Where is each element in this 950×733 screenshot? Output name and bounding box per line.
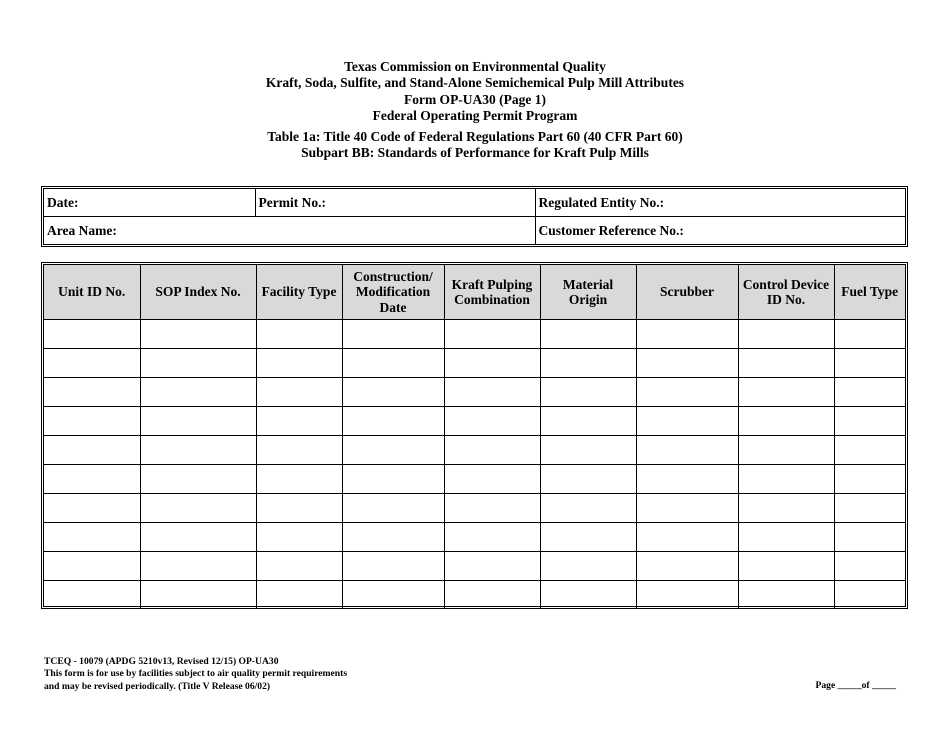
table-cell[interactable] <box>342 378 444 407</box>
table-cell[interactable] <box>636 581 738 610</box>
column-header-line: Facility Type <box>261 284 337 300</box>
table-cell[interactable] <box>140 465 256 494</box>
form-footer <box>44 656 347 693</box>
column-header-line: Unit ID No. <box>58 284 126 300</box>
table-cell[interactable] <box>342 349 444 378</box>
table-cell[interactable] <box>444 349 540 378</box>
column-header-line: Control Device <box>742 276 830 292</box>
table-cell[interactable] <box>540 378 636 407</box>
table-row <box>44 552 905 581</box>
page-number: Page _____of _____ <box>815 680 896 691</box>
table-cell[interactable] <box>540 581 636 610</box>
column-header-line: Material <box>562 276 614 292</box>
table-cell[interactable] <box>140 581 256 610</box>
table-cell[interactable] <box>636 320 738 349</box>
table-cell[interactable] <box>256 320 342 349</box>
form-number: Form OP-UA30 (Page 1) <box>403 91 547 107</box>
table-cell[interactable] <box>444 378 540 407</box>
table-cell[interactable] <box>44 320 140 349</box>
table-cell[interactable] <box>342 407 444 436</box>
table-cell[interactable] <box>444 581 540 610</box>
table-cell[interactable] <box>44 523 140 552</box>
table-cell[interactable] <box>636 552 738 581</box>
table-cell[interactable] <box>140 436 256 465</box>
table-title: Table 1a: Title 40 Code of Federal Regulations Part 60 (40 CFR Part 60) <box>267 129 683 145</box>
table-cell[interactable] <box>256 494 342 523</box>
table-cell[interactable] <box>44 436 140 465</box>
table-cell[interactable] <box>540 407 636 436</box>
table-cell[interactable] <box>140 523 256 552</box>
table-cell[interactable] <box>444 552 540 581</box>
table-cell[interactable] <box>834 552 905 581</box>
info-row-2 <box>44 217 905 245</box>
table-cell[interactable] <box>738 407 834 436</box>
column-header-line: Construction/ <box>353 268 433 284</box>
table-cell[interactable] <box>44 581 140 610</box>
customer-reference-field[interactable]: Customer Reference No.: <box>535 217 905 245</box>
table-cell[interactable] <box>140 378 256 407</box>
form-revision: TCEQ - 10079 (APDG 5210v13, Revised 12/15) OP-UA30 <box>44 656 279 667</box>
table-cell[interactable] <box>444 407 540 436</box>
table-cell[interactable] <box>540 465 636 494</box>
form-subject-title: Kraft, Soda, Sulfite, and Stand-Alone Semichemical Pulp Mill Attributes <box>265 75 685 91</box>
table-cell[interactable] <box>444 523 540 552</box>
table-cell[interactable] <box>444 320 540 349</box>
table-cell[interactable] <box>44 552 140 581</box>
form-usage-note: This form is for use by facilities subject to air quality permit requirements <box>44 668 348 680</box>
table-cell[interactable] <box>256 465 342 494</box>
table-row <box>44 349 905 378</box>
table-header-row <box>44 265 905 320</box>
column-header-line: ID No. <box>766 292 806 307</box>
table-cell[interactable] <box>834 494 905 523</box>
permit-number-field[interactable]: Permit No.: <box>255 189 535 217</box>
table-cell[interactable] <box>636 349 738 378</box>
table-cell[interactable] <box>738 494 834 523</box>
column-header-line: Fuel Type <box>841 284 899 300</box>
table-cell[interactable] <box>540 320 636 349</box>
table-cell[interactable] <box>44 378 140 407</box>
table-cell[interactable] <box>738 465 834 494</box>
info-row-1 <box>44 189 905 217</box>
table-cell[interactable] <box>342 523 444 552</box>
table-cell[interactable] <box>738 349 834 378</box>
table-row <box>44 407 905 436</box>
table-cell[interactable] <box>540 494 636 523</box>
table-row <box>44 436 905 465</box>
table-cell[interactable] <box>738 552 834 581</box>
table-row <box>44 465 905 494</box>
column-header-line: SOP Index No. <box>155 284 241 300</box>
table-cell[interactable] <box>540 349 636 378</box>
regulated-entity-field[interactable]: Regulated Entity No.: <box>535 189 905 217</box>
column-header <box>636 265 738 320</box>
table-row <box>44 494 905 523</box>
table-cell[interactable] <box>342 320 444 349</box>
table-cell[interactable] <box>834 581 905 610</box>
column-header <box>738 265 834 320</box>
table-cell[interactable] <box>256 552 342 581</box>
table-cell[interactable] <box>834 523 905 552</box>
table-cell[interactable] <box>738 320 834 349</box>
table-cell[interactable] <box>140 552 256 581</box>
column-header <box>834 265 905 320</box>
table-cell[interactable] <box>342 581 444 610</box>
date-field[interactable]: Date: <box>44 189 255 217</box>
subpart-title: Subpart BB: Standards of Performance for Kraft Pulp Mills <box>301 145 649 161</box>
program-title: Federal Operating Permit Program <box>372 107 578 123</box>
column-header-line: Kraft Pulping <box>451 276 533 292</box>
table-cell[interactable] <box>636 436 738 465</box>
table-cell[interactable] <box>834 349 905 378</box>
form-revision-note: and may be revised periodically. (Title V Release 06/02) <box>44 680 271 692</box>
table-row <box>44 523 905 552</box>
table-cell[interactable] <box>140 349 256 378</box>
table-cell[interactable] <box>342 465 444 494</box>
table-cell[interactable] <box>140 407 256 436</box>
table-cell[interactable] <box>256 407 342 436</box>
form-header <box>0 59 950 162</box>
table-cell[interactable] <box>738 581 834 610</box>
table-cell[interactable] <box>44 349 140 378</box>
table-cell[interactable] <box>256 436 342 465</box>
table-cell[interactable] <box>636 465 738 494</box>
table-body <box>44 320 905 610</box>
table-cell[interactable] <box>256 349 342 378</box>
table-cell[interactable] <box>140 494 256 523</box>
table-cell[interactable] <box>342 552 444 581</box>
table-cell[interactable] <box>342 494 444 523</box>
table-cell[interactable] <box>256 581 342 610</box>
info-table <box>44 189 905 244</box>
column-header <box>140 265 256 320</box>
table-cell[interactable] <box>738 378 834 407</box>
column-header <box>44 265 140 320</box>
column-header-line: Origin <box>568 292 608 307</box>
table-cell[interactable] <box>636 523 738 552</box>
column-header <box>444 265 540 320</box>
table-cell[interactable] <box>738 523 834 552</box>
table-row <box>44 581 905 610</box>
area-name-field[interactable]: Area Name: <box>44 217 535 245</box>
table-cell[interactable] <box>540 436 636 465</box>
table-cell[interactable] <box>834 436 905 465</box>
table-cell[interactable] <box>636 494 738 523</box>
column-header-line: Combination <box>454 292 530 307</box>
table-cell[interactable] <box>540 523 636 552</box>
column-header-line: Date <box>379 299 407 315</box>
table-cell[interactable] <box>738 436 834 465</box>
table-cell[interactable] <box>256 378 342 407</box>
column-header <box>342 265 444 320</box>
table-cell[interactable] <box>636 378 738 407</box>
attributes-table <box>44 265 905 609</box>
column-header <box>256 265 342 320</box>
column-header <box>540 265 636 320</box>
table-cell[interactable] <box>834 465 905 494</box>
table-cell[interactable] <box>342 436 444 465</box>
table-cell[interactable] <box>540 552 636 581</box>
attributes-table-frame <box>41 262 908 609</box>
column-header-line: Scrubber <box>660 284 714 300</box>
info-box <box>41 186 908 247</box>
table-cell[interactable] <box>44 465 140 494</box>
table-cell[interactable] <box>636 407 738 436</box>
table-cell[interactable] <box>444 465 540 494</box>
table-cell[interactable] <box>140 320 256 349</box>
table-cell[interactable] <box>834 320 905 349</box>
table-cell[interactable] <box>44 407 140 436</box>
column-header-line: Modification <box>355 284 431 300</box>
table-row <box>44 320 905 349</box>
agency-title: Texas Commission on Environmental Quality <box>344 59 606 74</box>
table-cell[interactable] <box>444 436 540 465</box>
table-row <box>44 378 905 407</box>
table-cell[interactable] <box>834 378 905 407</box>
table-cell[interactable] <box>256 523 342 552</box>
table-cell[interactable] <box>44 494 140 523</box>
table-cell[interactable] <box>444 494 540 523</box>
table-cell[interactable] <box>834 407 905 436</box>
